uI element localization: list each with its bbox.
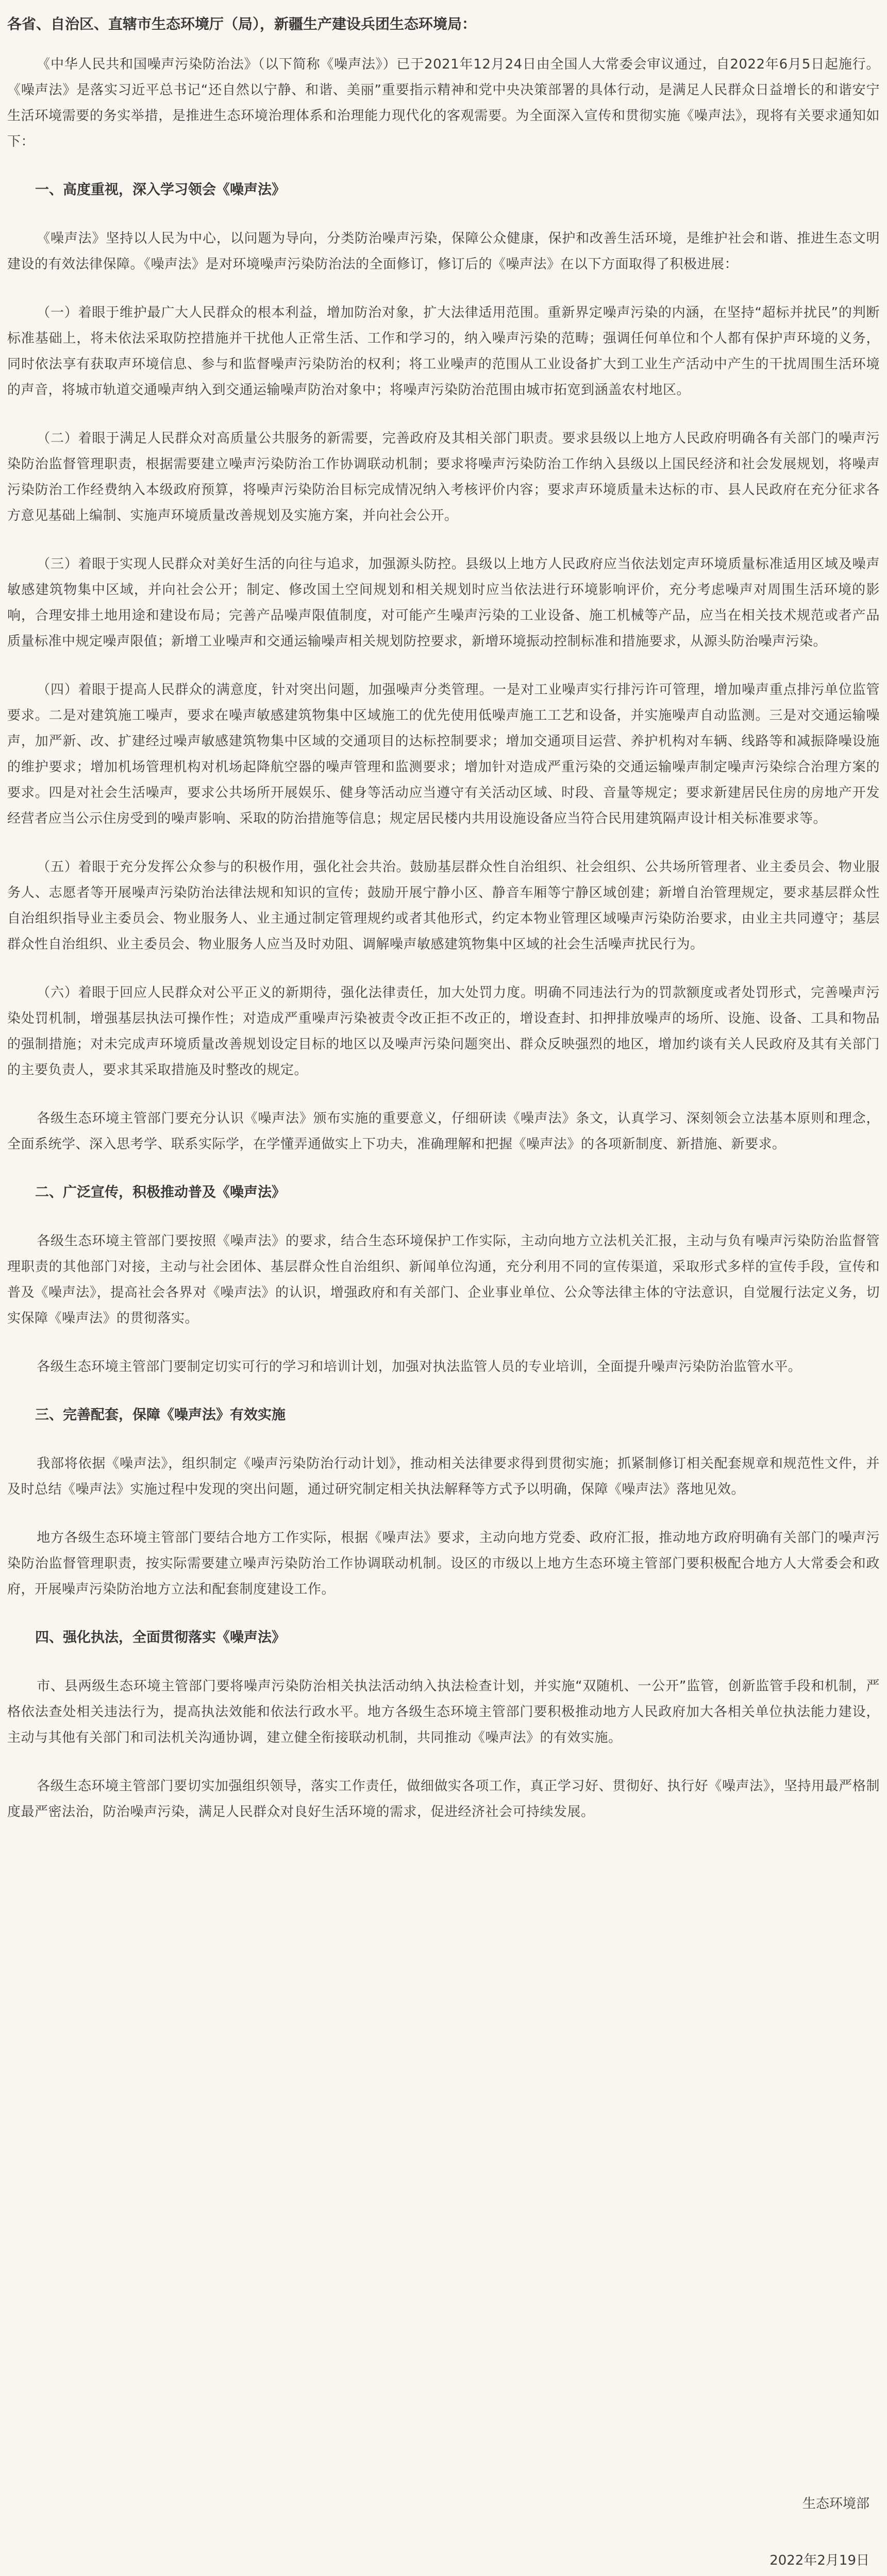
- section-paragraph: 各级生态环境主管部门要切实加强组织领导，落实工作责任，做细做实各项工作，真正学习好、贯彻好、执行好《噪声法》，坚持用最严格制度最严密法治，防治噪声污染，满足人民群众对良好生活环境的需求，促进经济社会可持续发展。: [7, 1778, 880, 1820]
- section-4: [7, 1625, 880, 1825]
- section-paragraph: 各级生态环境主管部门要制定切实可行的学习和培训计划，加强对执法监管人员的专业培训，全面提升噪声污染防治监管水平。: [37, 1359, 802, 1375]
- section-paragraph: （二）着眼于满足人民群众对高质量公共服务的新需要，完善政府及其相关部门职责。要求县级以上地方人民政府明确各有关部门的噪声污染防治监督管理职责，根据需要建立噪声污染防治工作协调联动机制；要求将噪声污染防治工作纳入县级以上国民经济和社会发展规划，将噪声污染防治工作经费纳入本级政府预算，将噪声污染防治目标完成情况纳入考核评价内容；要求声环境质量未达标的市、县人民政府在充分征求各方意见基础上编制、实施声环境质量改善规划及实施方案，并向社会公开。: [7, 431, 880, 523]
- section-paragraph: （一）着眼于维护最广大人民群众的根本利益，增加防治对象，扩大法律适用范围。重新界定噪声污染的内涵，在坚持“超标并扰民”的判断标准基础上，将未依法采取防控措施并干扰他人正常生活、工作和学习的，纳入噪声污染的范畴；强调任何单位和个人都有保护声环境的义务，同时依法享有获取声环境信息、参与和监督噪声污染防治的权利；将工业噪声的范围从工业设备扩大到工业生产活动中产生的干扰周围生活环境的声音，将城市轨道交通噪声纳入到交通运输噪声防治对象中；将噪声污染防治范围由城市拓宽到涵盖农村地区。: [7, 305, 880, 398]
- section-heading: 三、完善配套，保障《噪声法》有效实施: [35, 1407, 286, 1423]
- section-paragraph: 《噪声法》坚持以人民为中心，以问题为导向，分类防治噪声污染，保障公众健康，保护和改善生活环境，是维护社会和谐、推进生态文明建设的有效法律保障。《噪声法》是对环境噪声污染防治法的全面修订，修订后的《噪声法》在以下方面取得了积极进展：: [7, 231, 880, 272]
- section-paragraph: （三）着眼于实现人民群众对美好生活的向往与追求，加强源头防控。县级以上地方人民政府应当依法划定声环境质量标准适用区域及噪声敏感建筑物集中区域，并向社会公开；制定、修改国土空间规划和相关规划时应当依法进行环境影响评价，充分考虑噪声对周围生活环境的影响，合理安排土地用途和建设布局；完善产品噪声限值制度，对可能产生噪声污染的工业设备、施工机械等产品，应当在相关技术规范或者产品质量标准中规定噪声限值；新增工业噪声和交通运输噪声相关规划防控要求，新增环境振动控制标准和措施要求，从源头防治噪声污染。: [7, 556, 880, 649]
- section-paragraph: 各级生态环境主管部门要充分认识《噪声法》颁布实施的重要意义，仔细研读《噪声法》条文，认真学习、深刻领会立法基本原则和理念，全面系统学、深入思考学、联系实际学，在学懂弄通做实上下功夫，准确理解和把握《噪声法》的各项新制度、新措施、新要求。: [7, 1111, 880, 1152]
- section-heading: 四、强化执法，全面贯彻落实《噪声法》: [35, 1630, 286, 1646]
- section-heading: 二、广泛宣传，积极推动普及《噪声法》: [35, 1184, 286, 1200]
- section-2: [7, 1180, 880, 1380]
- section-heading: 一、高度重视，深入学习领会《噪声法》: [35, 182, 286, 198]
- section-paragraph: （六）着眼于回应人民群众对公平正义的新期待，强化法律责任，加大处罚力度。明确不同违法行为的罚款额度或者处罚形式，完善噪声污染处罚机制，增强基层执法可操作性；对造成严重噪声污染被责令改正拒不改正的，增设查封、扣押排放噪声的场所、设施、设备、工具和物品的强制措施；对未完成声环境质量改善规划设定目标的地区以及噪声污染问题突出、群众反映强烈的地区，增加约谈有关人民政府及其有关部门的主要负责人，要求其采取措施及时整改的规定。: [7, 985, 880, 1078]
- section-paragraph: （四）着眼于提高人民群众的满意度，针对突出问题，加强噪声分类管理。一是对工业噪声实行排污许可管理，增加噪声重点排污单位监管要求。二是对建筑施工噪声，要求在噪声敏感建筑物集中区域施工的优先使用低噪声施工工艺和设备，并实施噪声自动监测。三是对交通运输噪声，加严新、改、扩建经过噪声敏感建筑物集中区域的交通项目的达标控制要求；增加交通项目运营、养护机构对车辆、线路等和减振降噪设施的维护要求；增加机场管理机构对机场起降航空器的噪声管理和监测要求；增加针对造成严重污染的交通运输噪声制定噪声污染综合治理方案的要求。四是对社会生活噪声，要求公共场所开展娱乐、健身等活动应当遵守有关活动区域、时段、音量等规定；要求新建居民住房的房地产开发经营者应当公示住房受到的噪声影响、采取的防治措施等信息；规定居民楼内共用设施设备应当符合民用建筑隔声设计相关标准要求等。: [7, 682, 880, 826]
- signature-date: 2022年2月19日: [769, 2553, 869, 2568]
- section-paragraph: （五）着眼于充分发挥公众参与的积极作用，强化社会共治。鼓励基层群众性自治组织、社会组织、公共场所管理者、业主委员会、物业服务人、志愿者等开展噪声污染防治法律法规和知识的宣传；鼓励开展宁静小区、静音车厢等宁静区域创建；新增自治管理规定，要求基层群众性自治组织指导业主委员会、物业服务人、业主通过制定管理规约或者其他形式，约定本物业管理区域噪声污染防治要求，由业主共同遵守；基层群众性自治组织、业主委员会、物业服务人应当及时劝阻、调解噪声敏感建筑物集中区域的社会生活噪声扰民行为。: [7, 859, 880, 952]
- salutation: 各省、自治区、直辖市生态环境厅（局），新疆生产建设兵团生态环境局：: [7, 15, 477, 32]
- section-paragraph: 市、县两级生态环境主管部门要将噪声污染防治相关执法活动纳入执法检查计划，并实施“双随机、一公开”监管，创新监管手段和机制，严格依法查处相关违法行为，提高执法效能和依法行政水平。地方各级生态环境主管部门要积极推动地方人民政府加大各相关单位执法能力建设，主动与其他有关部门和司法机关沟通协调，建立健全衔接联动机制，共同推动《噪声法》的有效实施。: [7, 1679, 880, 1745]
- section-1: [7, 177, 880, 1157]
- section-paragraph: 地方各级生态环境主管部门要结合地方工作实际，根据《噪声法》要求，主动向地方党委、政府汇报，推动地方政府明确有关部门的噪声污染防治监督管理职责，按实际需要建立噪声污染防治工作协调联动机制。设区的市级以上地方生态环境主管部门要积极配合地方人大常委会和政府，开展噪声污染防治地方立法和配套制度建设工作。: [7, 1530, 880, 1597]
- signature-org: 生态环境部: [802, 2496, 869, 2512]
- signature-block: [769, 2491, 869, 2573]
- intro-block: [7, 52, 880, 155]
- intro-paragraph: 《中华人民共和国噪声污染防治法》（以下简称《噪声法》）已于2021年12月24日由全国人大常委会审议通过，自2022年6月5日起施行。《噪声法》是落实习近平总书记“还自然以宁静、和谐、美丽”重要指示精神和党中央决策部署的具体行动，是满足人民群众日益增长的和谐安宁生活环境需要的务实举措，是推进生态环境治理体系和治理能力现代化的客观需要。为全面深入宣传和贯彻实施《噪声法》，现将有关要求通知如下：: [7, 57, 880, 149]
- sections-container: [7, 177, 880, 1825]
- section-3: [7, 1402, 880, 1602]
- section-paragraph: 我部将依据《噪声法》，组织制定《噪声污染防治行动计划》，推动相关法律要求得到贯彻实施；抓紧制修订相关配套规章和规范性文件，并及时总结《噪声法》实施过程中发现的突出问题，通过研究制定相关执法解释等方式予以明确，保障《噪声法》落地见效。: [7, 1456, 880, 1497]
- section-paragraph: 各级生态环境主管部门要按照《噪声法》的要求，结合生态环境保护工作实际，主动向地方立法机关汇报，主动与负有噪声污染防治监督管理职责的其他部门对接，主动与社会团体、基层群众性自治组织、新闻单位沟通，充分利用不同的宣传渠道，采取形式多样的宣传手段，宣传和普及《噪声法》，提高社会各界对《噪声法》的认识，增强政府和有关部门、企业事业单位、公众等法律主体的守法意识，自觉履行法定义务，切实保障《噪声法》的贯彻落实。: [7, 1233, 880, 1326]
